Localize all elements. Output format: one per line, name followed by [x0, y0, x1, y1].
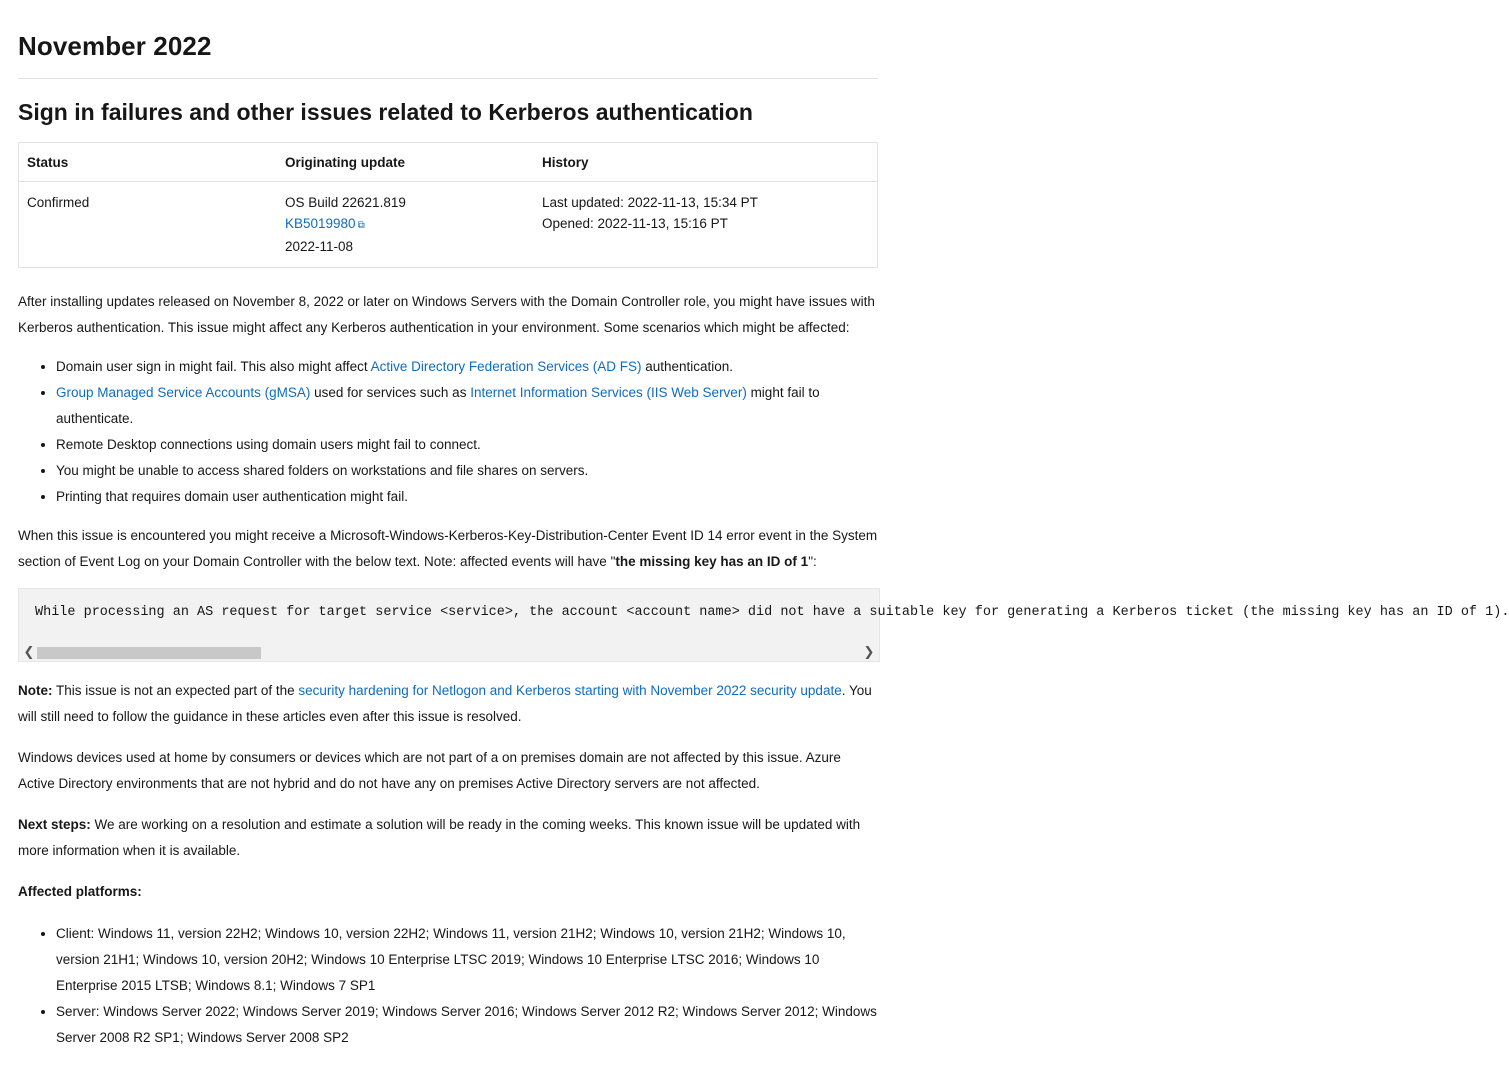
list-item: • Remote Desktop connections using domain users might fail to connect.: [56, 432, 878, 458]
chevron-left-icon[interactable]: ❮: [23, 644, 35, 659]
horizontal-scrollbar[interactable]: [19, 643, 879, 661]
list-item: • Group Managed Service Accounts (gMSA) used for services such as Internet Information Services (IIS Web Server) might fail to authenticate.: [56, 380, 878, 432]
status-header: Status: [19, 143, 278, 182]
code-line: While processing an AS request for target service <service>, the account <account name> did not have a suitable key for generating a Kerberos ticket (the missing key has an ID of 1).: [35, 605, 1509, 620]
scenario-list: [18, 354, 878, 510]
next-steps-paragraph: Next steps: We are working on a resolution and estimate a solution will be ready in the coming weeks. This known issue will be updated with more information when it is available.: [18, 817, 861, 858]
external-link-icon: ⧉: [357, 220, 365, 231]
last-updated: Last updated: 2022-11-13, 15:34 PT: [542, 195, 758, 210]
opened-date: Opened: 2022-11-13, 15:16 PT: [542, 216, 728, 231]
originating-update-cell: [277, 182, 534, 268]
platforms-list: [18, 921, 878, 1051]
issue-info-table: [18, 142, 878, 268]
gmsa-link[interactable]: Group Managed Service Accounts (gMSA): [56, 385, 311, 400]
list-item: • Server: Windows Server 2022; Windows Server 2019; Windows Server 2016; Windows Server 2012 R2; Windows Server 2012; Windows Server 2008 R2 SP1; Windows Server 2008 SP2: [56, 999, 878, 1051]
update-date: 2022-11-08: [285, 239, 354, 254]
list-item: • Printing that requires domain user authentication might fail.: [56, 484, 878, 510]
table-header-row: [19, 143, 878, 182]
code-block[interactable]: [18, 588, 1509, 662]
originating-update-header: Originating update: [277, 143, 534, 182]
status-value: Confirmed: [27, 195, 90, 210]
history-header: History: [534, 143, 878, 182]
list-item: • You might be unable to access shared folders on workstations and file shares on servers.: [56, 458, 878, 484]
list-item: • Domain user sign in might fail. This also might affect Active Directory Federation Services (AD FS) authentication.: [56, 354, 878, 380]
note-paragraph: Note: This issue is not an expected part of the security hardening for Netlogon and Kerberos starting with November 2022 security update. You will still need to follow the guidance in these articles even after this issue is resolved.: [18, 683, 872, 724]
page-title: November 2022: [18, 31, 212, 61]
consumer-paragraph: Windows devices used at home by consumers or devices which are not part of a on premises domain are not affected by this issue. Azure Active Directory environments that are not hybrid and do not have any on premises Active Directory servers are not affected.: [18, 750, 841, 791]
table-row: [19, 182, 878, 268]
history-cell: [534, 182, 878, 268]
adfs-link[interactable]: Active Directory Federation Services (AD FS): [370, 359, 642, 374]
kb-link[interactable]: KB5019980 ⧉: [285, 216, 365, 231]
iis-link[interactable]: Internet Information Services (IIS Web Server): [470, 385, 747, 400]
affected-platforms-label: Affected platforms:: [18, 884, 142, 899]
security-hardening-link[interactable]: security hardening for Netlogon and Kerberos starting with November 2022 security update: [298, 683, 842, 698]
intro-paragraph: After installing updates released on November 8, 2022 or later on Windows Servers with the Domain Controller role, you might have issues with Kerberos authentication. This issue might affect any Kerberos authentication in your environment. Some scenarios which might be affected:: [18, 294, 875, 335]
os-build: OS Build 22621.819: [285, 195, 406, 210]
scrollbar-thumb[interactable]: [37, 647, 261, 659]
event-paragraph: When this issue is encountered you might receive a Microsoft-Windows-Kerberos-Key-Distribution-Center Event ID 14 error event in the System section of Event Log on your Domain Controller with the below text. Note: affected events will have "the missing key has an ID of 1":: [18, 528, 878, 569]
chevron-right-icon[interactable]: ❯: [863, 644, 875, 659]
list-item: • Client: Windows 11, version 22H2; Windows 10, version 22H2; Windows 11, version 21H2; Windows 10, version 21H2; Windows 10, version 21H1; Windows 10, version 20H2; Windows 10 Enterprise LTSC 2019; Windows 10 Enterprise LTSC 2016; Windows 10 Enterprise 2015 LTSB; Windows 8.1; Windows 7 SP1: [56, 921, 878, 999]
issue-title: Sign in failures and other issues related to Kerberos authentication: [18, 99, 753, 125]
